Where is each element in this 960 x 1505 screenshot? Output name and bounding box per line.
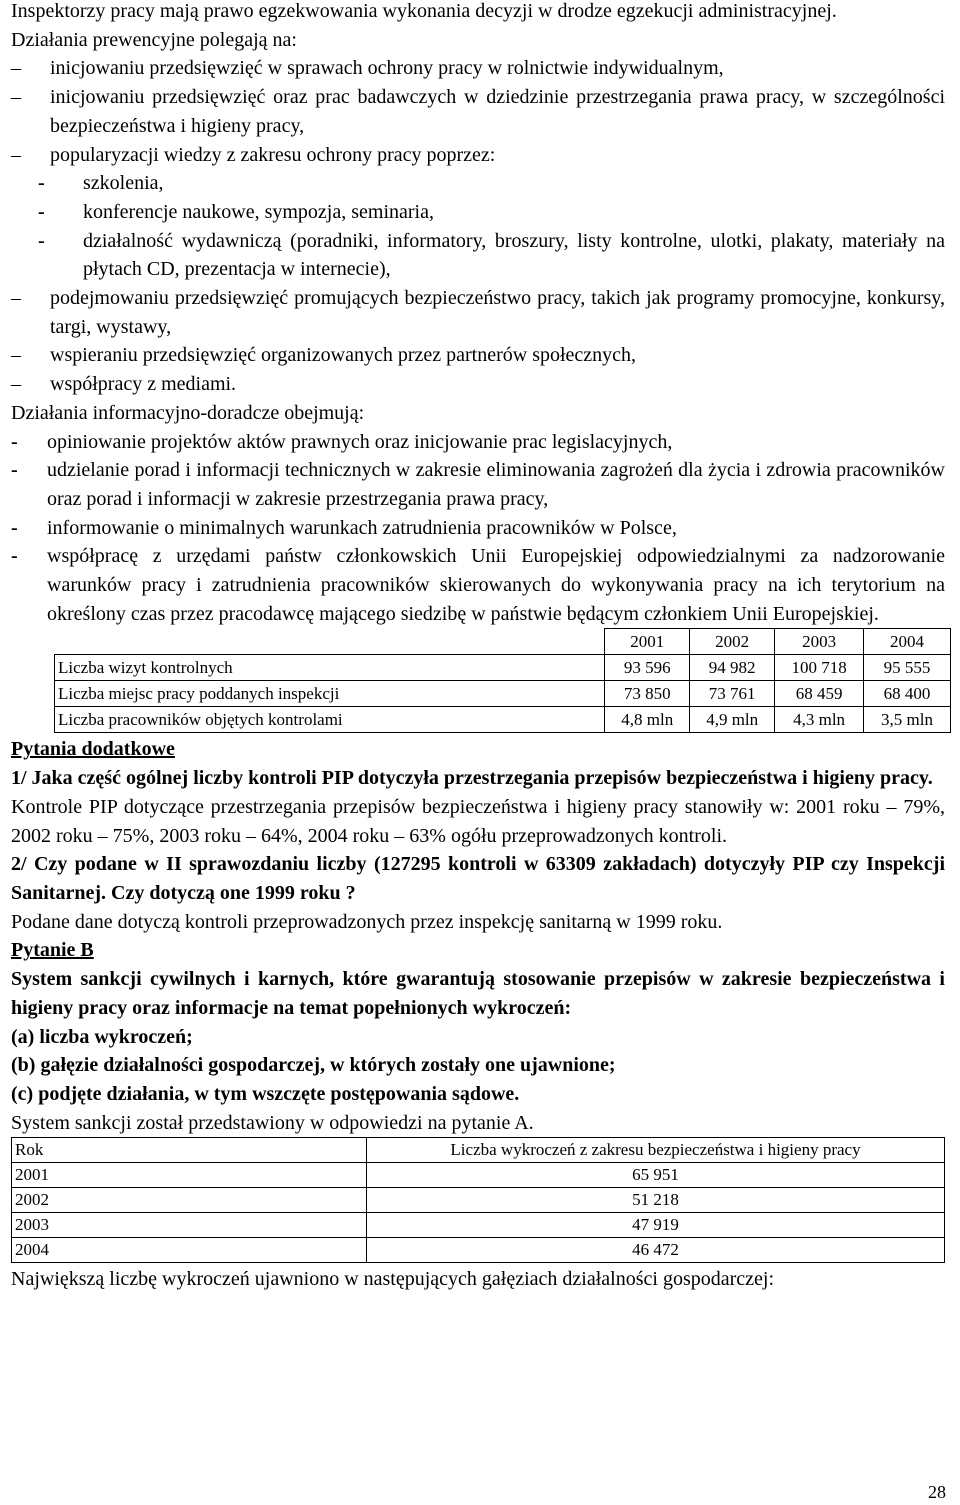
question-b-item: (b) gałęzie działalności gospodarczej, w których zostały one ujawnione; [11, 1054, 616, 1077]
table-header-cell: 2003 [775, 629, 864, 655]
hyphen-marker: - [11, 459, 18, 482]
hyphen-marker: - [38, 200, 45, 223]
page-number: 28 [928, 1482, 946, 1502]
list-item: – podejmowaniu przedsięwzięć promujących bezpieczeństwo pracy, takich jak programy promocyjne, konkursy, targi, wystawy, [11, 284, 945, 341]
list-subitem: - szkolenia, [11, 169, 945, 198]
table-cell: 3,5 mln [864, 707, 951, 733]
intro-paragraph: Inspektorzy pracy mają prawo egzekwowania wykonania decyzji w drodze egzekucji administracyjnej. [11, 0, 837, 22]
list-item: - udzielanie porad i informacji technicznych w zakresie eliminowania zagrożeń dla życia i zdrowia pracowników oraz porad i informacji w zakresie przestrzegania prawa pracy, [11, 456, 945, 513]
table-cell: 2004 [12, 1238, 367, 1263]
list-item: – współpracy z mediami. [11, 370, 945, 399]
dash-marker: – [11, 373, 21, 396]
table-cell: 65 951 [367, 1163, 945, 1188]
table-header-cell: 2001 [605, 629, 690, 655]
dash-marker: – [11, 344, 21, 367]
closing-paragraph: Największą liczbę wykroczeń ujawniono w następujących gałęziach działalności gospodarczej: [11, 1268, 775, 1291]
table-cell: 68 400 [864, 681, 951, 707]
table-row [55, 681, 951, 707]
table-header-cell: 2002 [690, 629, 775, 655]
dash-marker: – [11, 57, 21, 80]
info-heading: Działania informacyjno-doradcze obejmują: [11, 401, 365, 424]
table-header-cell: 2004 [864, 629, 951, 655]
hyphen-marker: - [38, 172, 45, 195]
dash-marker: – [11, 287, 21, 310]
table-cell: 4,3 mln [775, 707, 864, 733]
table-row [55, 655, 951, 681]
table-cell: 73 761 [690, 681, 775, 707]
table-cell: 95 555 [864, 655, 951, 681]
table-cell: 100 718 [775, 655, 864, 681]
table-header-row [12, 1138, 945, 1163]
question-b-text: System sankcji cywilnych i karnych, które gwarantują stosowanie przepisów w zakresie bezpieczeństwa i higieny pracy oraz informacje na temat popełnionych wykroczeń: [11, 968, 945, 1019]
table-row-label: Liczba miejsc pracy poddanych inspekcji [55, 681, 605, 707]
answer-1: Kontrole PIP dotyczące przestrzegania przepisów bezpieczeństwa i higieny pracy stanowiły w: 2001 roku – 79%, 2002 roku – 75%, 2003 roku – 64%, 2004 roku – 63% ogółu przeprowadzonych kontroli. [11, 795, 945, 847]
question-2: 2/ Czy podane w II sprawozdaniu liczby (127295 kontroli w 63309 zakładach) dotyczyły PIP czy Inspekcji Sanitarnej. Czy dotyczą one 1999 roku ? [11, 853, 945, 904]
list-item: – inicjowaniu przedsięwzięć w sprawach ochrony pracy w rolnictwie indywidualnym, [11, 54, 945, 83]
table-cell: 2001 [12, 1163, 367, 1188]
hyphen-marker: - [11, 545, 18, 568]
question-b-heading: Pytanie B [11, 939, 94, 962]
table-row [55, 707, 951, 733]
list-item: – inicjowaniu przedsięwzięć oraz prac badawczych w dziedzinie przestrzegania prawa pracy, w szczególności bezpieczeństwa i higieny pracy, [11, 83, 945, 140]
dash-marker: – [11, 86, 21, 109]
table-blank-cell [55, 629, 605, 655]
table-row [12, 1188, 945, 1213]
document-page [11, 0, 945, 1294]
dash-marker: – [11, 143, 21, 166]
sanctions-note: System sankcji został przedstawiony w odpowiedzi na pytanie A. [11, 1111, 534, 1134]
offences-table [11, 1137, 945, 1263]
hyphen-marker: - [11, 516, 18, 539]
question-b-item: (a) liczba wykroczeń; [11, 1025, 193, 1048]
answer-2: Podane dane dotyczą kontroli przeprowadzonych przez inspekcję sanitarną w 1999 roku. [11, 910, 723, 933]
hyphen-marker: - [11, 430, 18, 453]
table-cell: 46 472 [367, 1238, 945, 1263]
table-cell: 4,9 mln [690, 707, 775, 733]
list-subitem: - konferencje naukowe, sympozja, seminaria, [11, 198, 945, 227]
table-cell: 2002 [12, 1188, 367, 1213]
table-cell: 4,8 mln [605, 707, 690, 733]
table-cell: 94 982 [690, 655, 775, 681]
table-cell: 73 850 [605, 681, 690, 707]
table-row-label: Liczba pracowników objętych kontrolami [55, 707, 605, 733]
table-row [12, 1163, 945, 1188]
table-cell: 2003 [12, 1213, 367, 1238]
table-row [12, 1213, 945, 1238]
prevention-heading: Działania prewencyjne polegają na: [11, 28, 297, 51]
table-header-cell: Rok [12, 1138, 367, 1163]
table-cell: 68 459 [775, 681, 864, 707]
list-item: - informowanie o minimalnych warunkach zatrudnienia pracowników w Polsce, [11, 514, 945, 543]
hyphen-marker: - [38, 229, 45, 252]
extra-questions-heading: Pytania dodatkowe [11, 738, 175, 761]
table-cell: 47 919 [367, 1213, 945, 1238]
table-header-row [55, 629, 951, 655]
table-header-cell: Liczba wykroczeń z zakresu bezpieczeństwa i higieny pracy [367, 1138, 945, 1163]
list-item: – popularyzacji wiedzy z zakresu ochrony pracy poprzez: [11, 141, 945, 170]
list-item: - współpracę z urzędami państw członkowskich Unii Europejskiej odpowiedzialnymi za nadzorowanie warunków pracy i zatrudnienia pracowników skierowanych do wykonywania pracy na ich terytorium na określony czas przez pracodawcę mającego siedzibę w państwie będącym członkiem Unii Europejskiej. [11, 542, 945, 628]
table-row-label: Liczba wizyt kontrolnych [55, 655, 605, 681]
table-cell: 51 218 [367, 1188, 945, 1213]
list-subitem: - działalność wydawniczą (poradniki, informatory, broszury, listy kontrolne, ulotki, plakaty, materiały na płytach CD, prezentacja w internecie), [11, 227, 945, 284]
list-item: - opiniowanie projektów aktów prawnych oraz inicjowanie prac legislacyjnych, [11, 428, 945, 457]
inspections-table [54, 628, 951, 733]
list-item: – wspieraniu przedsięwzięć organizowanych przez partnerów społecznych, [11, 341, 945, 370]
table-row [12, 1238, 945, 1263]
table-cell: 93 596 [605, 655, 690, 681]
question-b-item: (c) podjęte działania, w tym wszczęte postępowania sądowe. [11, 1082, 520, 1105]
question-1: 1/ Jaka część ogólnej liczby kontroli PIP dotyczyła przestrzegania przepisów bezpieczeństwa i higieny pracy. [11, 767, 933, 790]
